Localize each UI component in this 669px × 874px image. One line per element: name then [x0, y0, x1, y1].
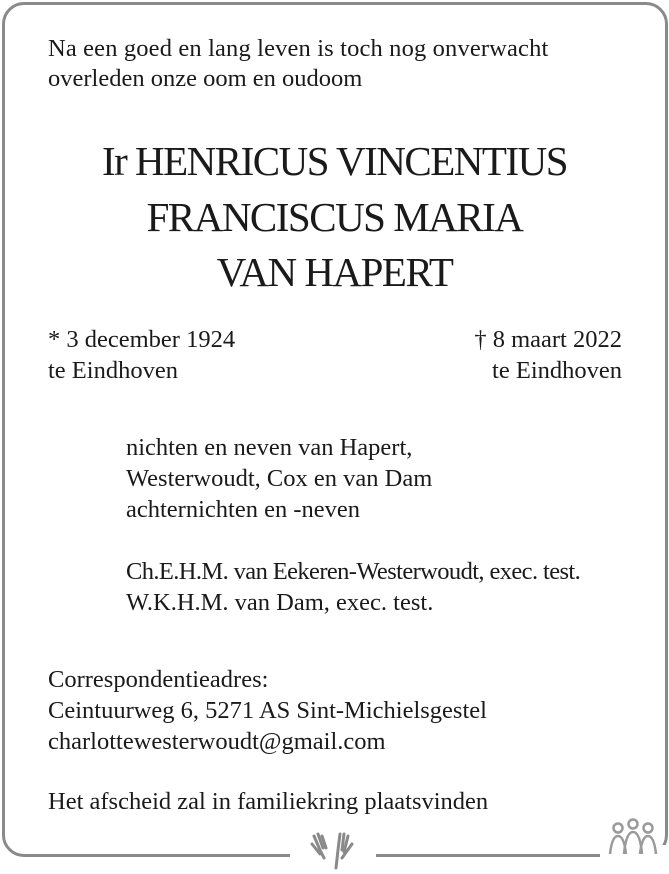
executor-line: W.K.H.M. van Dam, exec. test. — [126, 589, 434, 616]
family-line: achternichten en -neven — [126, 496, 360, 523]
correspondence-email: charlottewesterwoudt@gmail.com — [48, 728, 386, 755]
correspondence-address: Ceintuurweg 6, 5271 AS Sint-Michielsgestel — [48, 697, 487, 724]
name-line: FRANCISCUS MARIA — [146, 194, 523, 240]
name-line: Ir HENRICUS VINCENTIUS — [101, 138, 568, 184]
closing-text: Het afscheid zal in familiekring plaatsvinden — [48, 788, 489, 815]
birth-date: * 3 december 1924 — [48, 326, 236, 353]
name-line: VAN HAPERT — [216, 249, 453, 295]
executor-line: Ch.E.H.M. van Eekeren-Westerwoudt, exec. test. — [126, 558, 581, 585]
birth-place: te Eindhoven — [48, 357, 178, 384]
correspondence-label: Correspondentieadres: — [48, 666, 269, 693]
family-line: nichten en neven van Hapert, — [126, 434, 413, 461]
intro-line: overleden onze oom en oudoom — [48, 65, 363, 92]
family-line: Westerwoudt, Cox en van Dam — [126, 465, 433, 492]
intro-line: Na een goed en lang leven is toch nog onverwacht — [48, 35, 549, 62]
death-place: te Eindhoven — [492, 357, 622, 384]
family-icon — [606, 818, 660, 858]
death-date: † 8 maart 2022 — [474, 326, 622, 353]
hands-icon — [300, 828, 366, 874]
